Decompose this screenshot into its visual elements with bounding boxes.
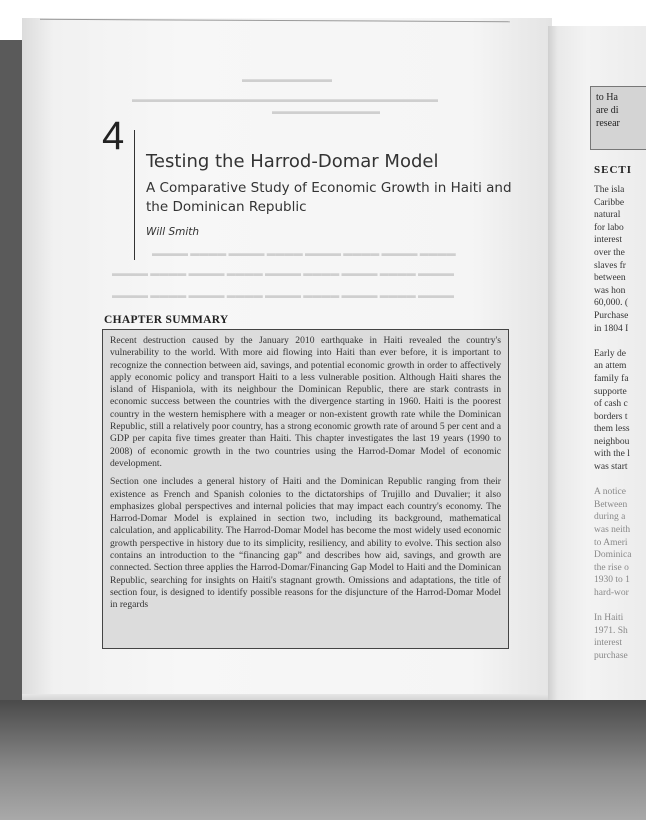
right-page-line: Between [594,499,628,510]
right-page-line: for labo [594,222,624,233]
right-page-line: was start [594,462,628,473]
bleed-through-text: ▬▬▬▬ ▬▬▬▬ ▬▬▬▬ ▬▬▬▬ ▬▬▬▬ ▬▬▬▬ ▬▬▬▬ ▬▬▬▬ ▬▬▬▬ [112,290,454,300]
right-page-line: 1930 to 1 [594,575,630,586]
right-page-line: Purchase [594,310,629,321]
right-page-line: interest [594,638,622,649]
right-page-boxed-text [590,86,646,150]
summary-box [102,329,509,649]
right-page-line: A notice [594,487,626,498]
chapter-subtitle: A Comparative Study of Economic Growth in Haiti and the Dominican Republic [146,180,512,215]
page-top-edge [40,19,510,22]
right-page-line: was hon [594,285,626,296]
summary-heading: CHAPTER SUMMARY [104,314,229,326]
right-page-line: was neith [594,525,631,536]
right-page-line: interest [594,235,622,246]
right-page-line: Early de [594,348,626,359]
chapter-title: Testing the Harrod-Domar Model [146,151,439,172]
right-page-line: purchase [594,650,628,661]
right-page-line: The isla [594,185,625,195]
right-page-line: supporte [594,386,627,397]
right-page-line: the rise o [594,562,629,573]
right-page-section-heading: SECTI [594,164,633,176]
right-page-line: In Haiti [594,613,624,624]
summary-paragraph: Recent destruction caused by the January 2010 earthquake in Haiti revealed the country's vulnerability to the world. With more aid flowing into Haiti than ever before, it is important to recognize the connection between aid, savings, and potential economic growth in order to affectively apply economic policy and transport Haiti to a less vulnerable position. Although Haiti shares the island of Hispaniola, with its neighbour the Dominican Republic, there are stark contrasts in economic success between the countries with the divergence starting in 1960. Haiti is the poorest country in the western hemisphere with a meager or non-existent growth rate while the Dominican Republic, still a relatively poor country, has a strong economic growth rate of around 5 per cent and a GDP per capita five times greater than Haiti. This chapter investigates the last 19 years (1990 to 2008) of economic growth in the two countries using the Harrod-Domar Model of economic development. [110,335,501,469]
right-page-line: 60,000. ( [594,298,629,309]
right-page-text [594,184,646,663]
right-page-line: family fa [594,373,629,384]
chapter-divider-rule [134,130,135,260]
book-page-right [548,26,646,706]
chapter-number: 4 [102,114,125,158]
right-page-line: natural [594,210,621,221]
right-page-line: to Ameri [594,537,628,548]
right-page-line: borders t [594,411,628,422]
book-page-left [22,18,552,708]
bleed-through-text: ▬▬▬▬ ▬▬▬▬ ▬▬▬▬ ▬▬▬▬ ▬▬▬▬ ▬▬▬▬ ▬▬▬▬ ▬▬▬▬ [152,248,456,258]
right-page-line: in 1804 I [594,323,629,334]
right-page-box-line: to Ha [596,92,618,103]
right-page-line: during a [594,512,626,523]
right-page-line: of cash c [594,399,628,410]
right-page-line: them less [594,424,630,435]
right-page-line: with the l [594,449,630,460]
right-page-line: an attem [594,361,627,372]
right-page-line: over the [594,247,625,258]
right-page-line: neighbou [594,436,630,447]
right-page-line: Dominica [594,550,632,561]
bleed-through-text: ▬▬▬▬▬▬▬▬▬▬ [242,74,332,84]
right-page-line: between [594,273,626,284]
bleed-through-text: ▬▬▬▬▬▬▬▬▬▬▬▬▬▬▬▬▬▬▬▬▬▬▬▬▬▬▬▬▬▬▬▬▬▬ [132,94,438,104]
bleed-through-text: ▬▬▬▬ ▬▬▬▬ ▬▬▬▬ ▬▬▬▬ ▬▬▬▬ ▬▬▬▬ ▬▬▬▬ ▬▬▬▬ ▬▬▬▬ [112,268,454,278]
bleed-through-text: ▬▬▬▬▬▬▬▬▬▬▬▬ [272,106,380,116]
right-page-line: 1971. Sh [594,625,628,636]
right-page-line [594,474,646,487]
right-page-box-line: resear [596,118,620,129]
right-page-line: slaves fr [594,260,626,271]
summary-paragraph: Section one includes a general history of Haiti and the Dominican Republic ranging from their existence as French and Spanish colonies to the dictatorships of Trujillo and Duvalier; it also emphasizes global perspectives and internal policies that may impact each country's economy. The Harrod-Domar Model is explained in section two, including its background, mathematical calculation, and applicability. The Harrod-Domar Model has become the most widely used economic growth perspective in history due to its simplicity, resiliency, and ability to evolve. This section also contains an introduction to the “financing gap” and describes how aid, savings, and growth are connected. Section three applies the Harrod-Domar/Financing Gap Model to Haiti and the Dominican Republic, searching for insights on Haiti's stagnant growth. Omissions and adaptations, the title of section four, is designed to identify possible reasons for the disjuncture of the Harrod-Domar Model in regards [110,476,501,611]
right-page-box-line: are di [596,105,619,116]
right-page-line: hard-wor [594,588,629,598]
chapter-author: Will Smith [146,226,200,238]
right-page-line [594,335,646,348]
right-page-line: Caribbe [594,197,625,208]
right-page-line [594,600,646,613]
scan-background-bottom [0,700,646,820]
